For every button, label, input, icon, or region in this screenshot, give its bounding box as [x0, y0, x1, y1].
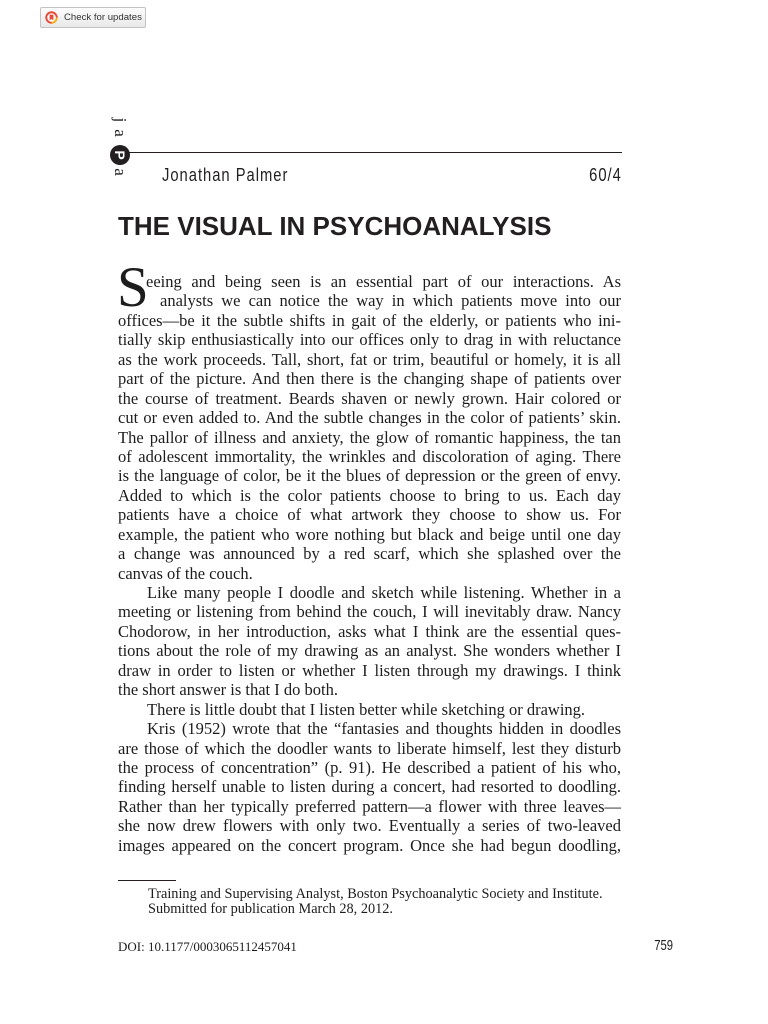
text-line: canvas of the couch. [118, 563, 253, 583]
text-line: eeing and being seen is an essential part of our interactions. As [146, 272, 621, 291]
logo-letter: a [111, 129, 130, 137]
paragraph [118, 700, 621, 719]
text-line: patients have a choice of what artwork they choose to show us. For [118, 505, 621, 525]
text-line: analysts we can notice the way in which patients move into our [160, 291, 621, 311]
article-body [118, 272, 621, 855]
text-line: example, the patient who wore nothing but black and beige until one day [118, 524, 621, 544]
paragraph [118, 719, 621, 855]
text-line: of adolescent immortality, the wrinkles and discoloration of aging. There [118, 446, 621, 466]
footnote-line: Submitted for publication March 28, 2012. [148, 901, 393, 917]
header-rule [118, 152, 622, 153]
text-line: are those of which the doodler wants to liberate himself, lest they disturb [118, 738, 621, 758]
text-line: There is little doubt that I listen better while sketching or drawing. [147, 699, 586, 719]
check-for-updates-button[interactable] [40, 7, 146, 28]
check-for-updates-label: Check for updates [64, 11, 142, 23]
doi: DOI: 10.1177/0003065112457041 [118, 939, 297, 954]
text-line: The pallor of illness and anxiety, the glow of romantic happiness, the tan [118, 427, 621, 447]
drop-cap: S [117, 256, 149, 319]
text-line: Rather than her typically preferred pattern—a flower with three leaves— [118, 796, 621, 816]
text-line: part of the picture. And then there is the changing shape of patients over [118, 369, 621, 389]
text-line: images appeared on the concert program. Once she had begun doodling, [118, 835, 621, 855]
journal-logo [110, 113, 130, 181]
text-line: Kris (1952) wrote that the “fantasies and thoughts hidden in doodles [147, 719, 621, 739]
text-line: tions about the role of my drawing as an analyst. She wonders whether I [118, 641, 621, 661]
paragraph [118, 272, 621, 583]
text-line: she now drew flowers with only two. Eventually a series of two-leaved [118, 816, 621, 836]
page-number: 759 [654, 937, 673, 954]
footnote [148, 887, 628, 917]
author-name: Jonathan Palmer [162, 165, 289, 185]
text-line: the short answer is that I do both. [118, 680, 338, 700]
footnote-line: Training and Supervising Analyst, Boston Psychoanalytic Society and Institute. [148, 886, 603, 902]
text-line: offices—be it the subtle shifts in gait of the elderly, or patients who ini- [118, 310, 621, 330]
text-line: Like many people I doodle and sketch while listening. Whether in a [147, 583, 621, 602]
article-title: THE VISUAL IN PSYCHOANALYSIS [118, 211, 552, 241]
text-line: as the work proceeds. Tall, short, fat or trim, beautiful or homely, it is all [118, 349, 621, 369]
text-line: meeting or listening from behind the couch, I will inevitably draw. Nancy [118, 602, 621, 622]
text-line: cut or even added to. And the subtle changes in the color of patients’ skin. [118, 408, 621, 428]
footnote-rule [118, 880, 176, 881]
text-line: the process of concentration” (p. 91). He described a patient of his who, [118, 757, 621, 777]
issue-number: 60/4 [589, 165, 622, 185]
paragraph [118, 583, 621, 700]
text-line: a change was announced by a red scarf, which she splashed over the [118, 544, 621, 564]
text-line: the course of treatment. Beards shaven or newly grown. Hair colored or [118, 388, 621, 408]
crossmark-icon [45, 11, 58, 24]
text-line: tially skip enthusiastically into our offices only to drag in with reluctance [118, 330, 621, 350]
text-line: is the language of color, be it the blues of depression or the green of envy. [118, 466, 621, 486]
logo-letter: a [111, 168, 130, 176]
logo-letter: j [111, 117, 130, 123]
text-line: Added to which is the color patients choose to bring to us. Each day [118, 485, 621, 505]
text-line: Chodorow, in her introduction, asks what I think are the essential ques- [118, 621, 621, 641]
logo-circle-letter: P [110, 145, 130, 165]
text-line: finding herself unable to listen during a concert, had resorted to doodling. [118, 777, 621, 797]
text-line: draw in order to listen or whether I listen through my drawings. I think [118, 660, 621, 680]
